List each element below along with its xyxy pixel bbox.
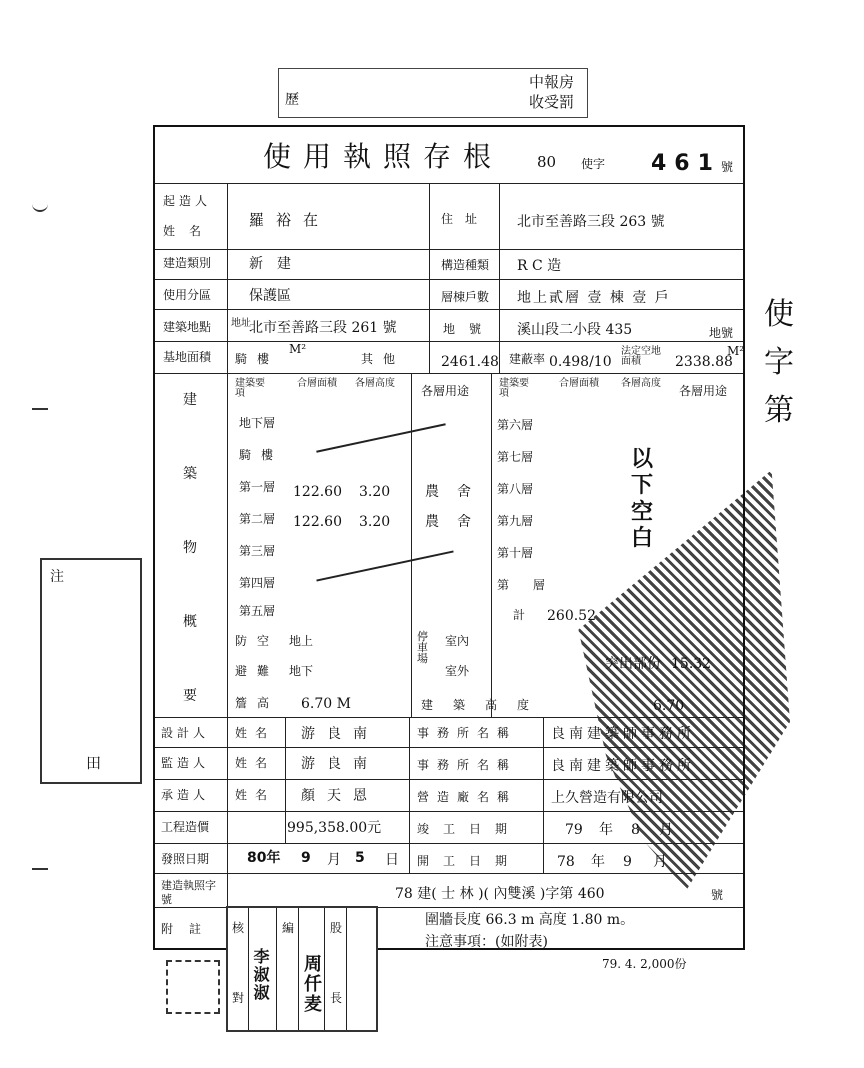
label-notes: 附註 bbox=[161, 922, 218, 936]
label-arcade: 騎樓 bbox=[235, 352, 280, 366]
label-permit-ref: 建造執照字號 bbox=[161, 879, 216, 907]
top-stamp-right-1: 中報房 bbox=[529, 73, 575, 91]
floor2-area: 122.60 bbox=[293, 514, 342, 530]
label-name-s: 姓名 bbox=[235, 756, 276, 770]
approval-label-4: 股 bbox=[330, 921, 343, 935]
note-line-2: 注意事項：(如附表) bbox=[425, 934, 548, 950]
label-protrusion: 突出部份 bbox=[605, 656, 661, 672]
issue-month: 9 bbox=[301, 850, 311, 866]
floor-label: 第六層 bbox=[497, 418, 534, 432]
strike-line bbox=[316, 550, 453, 581]
protrusion-value: 15.32 bbox=[671, 656, 712, 672]
binder-mark bbox=[32, 404, 48, 410]
zoning-value: 保護區 bbox=[249, 288, 291, 304]
start-month-unit: 月 bbox=[653, 854, 667, 870]
label-total: 計 bbox=[513, 608, 526, 622]
label-issue-date: 發照日期 bbox=[161, 852, 210, 866]
floor-label: 第 層 bbox=[497, 578, 555, 592]
top-stamp bbox=[278, 68, 588, 118]
permit-number: 461 bbox=[651, 151, 721, 176]
binder-mark bbox=[32, 200, 48, 212]
label-start: 開工日期 bbox=[417, 854, 522, 868]
label-above: 地上 bbox=[289, 634, 314, 648]
label-bldg-height: 建築高度 bbox=[421, 698, 550, 712]
structure-value: R C 造 bbox=[517, 258, 562, 274]
floor2-height: 3.20 bbox=[359, 514, 391, 530]
label-coverage: 建蔽率 bbox=[509, 352, 546, 366]
label-contractor: 承造人 bbox=[161, 788, 210, 802]
label-completion: 竣工日期 bbox=[417, 822, 522, 836]
label-name: 姓名 bbox=[163, 224, 216, 238]
start-year: 78 bbox=[557, 854, 575, 870]
label-other: 其他 bbox=[361, 352, 406, 366]
label-cost: 工程造價 bbox=[161, 820, 210, 834]
unit-arcade: M² bbox=[289, 342, 307, 356]
col-height-right: 各層高度 bbox=[621, 378, 661, 389]
floor-label: 第七層 bbox=[497, 450, 534, 464]
label-office-d: 事務所名稱 bbox=[417, 726, 518, 740]
label-structure: 構造種類 bbox=[441, 258, 490, 272]
label-eave: 簷高 bbox=[235, 696, 280, 710]
designer-name: 游良南 bbox=[301, 726, 379, 742]
next-page-fragment: 使 字 第 bbox=[764, 297, 794, 428]
floor-label: 第九層 bbox=[497, 514, 534, 528]
label-bldg-5: 要 bbox=[183, 688, 197, 704]
approval-label-3: 編 bbox=[282, 921, 295, 935]
col-height-left: 各層高度 bbox=[355, 378, 395, 389]
label-outdoor: 室外 bbox=[445, 664, 470, 678]
contractor-firm: 上久營造有限公司 bbox=[551, 790, 663, 806]
floor-label: 騎樓 bbox=[239, 448, 284, 462]
label-lot: 地號 bbox=[443, 322, 496, 336]
location-value: 北市至善路三段 261 號 bbox=[249, 320, 397, 336]
floor-label: 第四層 bbox=[239, 576, 276, 590]
label-name-c: 姓名 bbox=[235, 788, 276, 802]
label-address: 住址 bbox=[441, 212, 490, 226]
label-below: 地下 bbox=[289, 664, 314, 678]
floor2-use: 農舍 bbox=[425, 514, 489, 530]
floor1-area: 122.60 bbox=[293, 484, 342, 500]
col-item-left: 建築要項 bbox=[235, 378, 265, 399]
lot-value: 溪山段二小段 435 bbox=[517, 322, 633, 338]
bldg-height-value: 6.70 bbox=[653, 698, 685, 714]
permit-word: 使字 bbox=[581, 157, 606, 171]
side-slip-bottom: 田 bbox=[86, 754, 102, 772]
strike-line bbox=[316, 423, 446, 452]
label-name-d: 姓名 bbox=[235, 726, 276, 740]
location-prefix: 地址 bbox=[231, 318, 251, 329]
floor1-use: 農舍 bbox=[425, 484, 489, 500]
label-site-area: 基地面積 bbox=[163, 350, 212, 364]
issue-year: 80年 bbox=[247, 850, 281, 866]
address-value: 北市至善路三段 263 號 bbox=[517, 214, 665, 230]
col-area-right: 合層面積 bbox=[559, 378, 599, 389]
label-zoning: 使用分區 bbox=[163, 288, 212, 302]
label-shelter: 防空 bbox=[235, 634, 280, 648]
small-stamp bbox=[166, 960, 220, 1014]
other-area: 2461.48 bbox=[441, 354, 499, 370]
approval-box bbox=[226, 906, 378, 1032]
approver-name-2: 周仟麦 bbox=[301, 954, 322, 1014]
contractor-name: 顏天恩 bbox=[301, 788, 379, 804]
start-year-unit: 年 bbox=[591, 854, 605, 870]
approval-label-2: 對 bbox=[232, 991, 245, 1005]
floor-label: 第五層 bbox=[239, 604, 276, 618]
issue-day: 5 bbox=[355, 850, 365, 866]
permit-ref-suffix: 號 bbox=[711, 888, 724, 902]
permit-year: 80 bbox=[537, 153, 557, 171]
build-type-value: 新建 bbox=[249, 256, 305, 272]
issue-month-unit: 月 bbox=[327, 852, 341, 868]
print-info: 79. 4. 2,000份 bbox=[602, 957, 687, 971]
floor-label: 第一層 bbox=[239, 480, 276, 494]
col-use-right: 各層用途 bbox=[679, 384, 728, 398]
applicant-name: 羅裕在 bbox=[249, 211, 331, 229]
label-supervisor: 監造人 bbox=[161, 756, 210, 770]
label-bldg-2: 築 bbox=[183, 466, 197, 482]
completion-month-unit: 月 bbox=[659, 822, 673, 838]
binder-mark bbox=[32, 864, 48, 870]
label-indoor: 室內 bbox=[445, 634, 470, 648]
eave-value: 6.70 M bbox=[301, 696, 351, 712]
label-bldg-1: 建 bbox=[183, 392, 197, 408]
floor-label: 第三層 bbox=[239, 544, 276, 558]
label-office-s: 事務所名稱 bbox=[417, 758, 518, 772]
approval-label-1: 核 bbox=[232, 921, 245, 935]
issue-day-unit: 日 bbox=[385, 852, 399, 868]
completion-year: 79 bbox=[565, 822, 583, 838]
permit-form bbox=[153, 125, 745, 950]
floor1-height: 3.20 bbox=[359, 484, 391, 500]
supervisor-name: 游良南 bbox=[301, 756, 379, 772]
side-slip-text: 注 bbox=[50, 569, 64, 585]
start-month: 9 bbox=[623, 854, 632, 870]
floor-label: 第十層 bbox=[497, 546, 534, 560]
supervisor-office: 良南建築師事務所 bbox=[551, 758, 695, 774]
label-firm: 營造廠名稱 bbox=[417, 790, 518, 804]
label-bldg-4: 概 bbox=[183, 614, 197, 630]
label-applicant: 起造人 bbox=[163, 194, 212, 208]
completion-month: 8 bbox=[631, 822, 640, 838]
floor-label: 第二層 bbox=[239, 512, 276, 526]
permit-ref-value: 78 建( 士 林 )( 內雙溪 )字第 460 bbox=[395, 886, 605, 902]
blank-mark: 以下空白 bbox=[631, 447, 654, 552]
top-stamp-right-2: 收受罰 bbox=[529, 93, 575, 111]
top-stamp-left: 歷 bbox=[285, 92, 299, 108]
col-area-left: 合層面積 bbox=[297, 378, 337, 389]
label-designer: 設計人 bbox=[161, 726, 210, 740]
coverage-value: 0.498/10 bbox=[549, 354, 612, 370]
floor-label: 地下層 bbox=[239, 416, 276, 430]
side-slip bbox=[40, 558, 142, 784]
label-lot-suffix: 地號 bbox=[709, 326, 734, 340]
label-open-space: 法定空地面積 bbox=[621, 346, 661, 367]
unit-open-space: M² bbox=[727, 344, 745, 358]
label-refuge: 避難 bbox=[235, 664, 280, 678]
approver-name-1: 李淑淑 bbox=[251, 948, 270, 1002]
label-floors: 層棟戶數 bbox=[441, 290, 490, 304]
col-item-right: 建築要項 bbox=[499, 378, 529, 399]
label-build-type: 建造類別 bbox=[163, 256, 212, 270]
label-parking: 停車場 bbox=[417, 630, 428, 665]
approval-label-5: 長 bbox=[330, 991, 343, 1005]
label-location: 建築地點 bbox=[163, 320, 212, 334]
designer-office: 良南建築師事務所 bbox=[551, 726, 695, 742]
note-line-1: 圍牆長度 66.3 m 高度 1.80 m。 bbox=[425, 912, 635, 928]
floor-label: 第八層 bbox=[497, 482, 534, 496]
open-space-value: 2338.88 bbox=[675, 354, 733, 370]
completion-year-unit: 年 bbox=[599, 822, 613, 838]
col-use-left: 各層用途 bbox=[421, 384, 470, 398]
label-bldg-3: 物 bbox=[183, 540, 197, 556]
floors-value: 地上貳層 壹 棟 壹 戶 bbox=[517, 290, 671, 306]
cost-value: 995,358.00元 bbox=[287, 820, 382, 836]
document-title: 使用執照存根 bbox=[263, 140, 504, 173]
permit-suffix: 號 bbox=[721, 160, 734, 174]
total-area: 260.52 bbox=[547, 608, 596, 624]
